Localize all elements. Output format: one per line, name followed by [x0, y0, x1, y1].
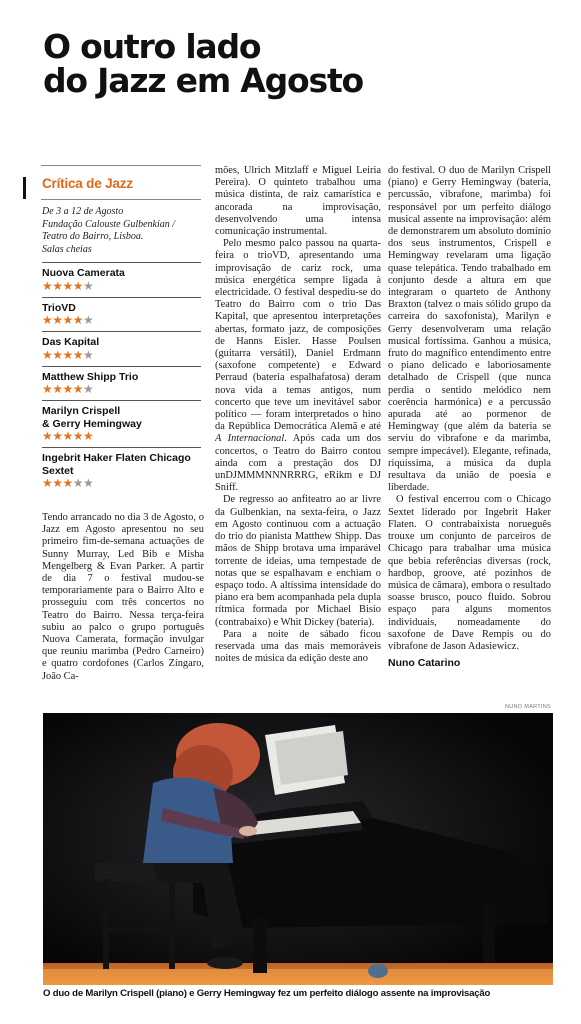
rating-item	[42, 262, 201, 297]
sidebar-top-rule	[41, 165, 201, 166]
article-text: . Após cada um dos concertos, o Teatro do Bairro contou ainda com a prestação dos DJ unDJMMMNNNRRRG, eRikm e DJ Sniff.	[215, 433, 381, 494]
rating-group-name: Marilyn Crispell	[42, 405, 121, 417]
star-rating: ★★★★★	[42, 476, 94, 490]
rating-group-name: Nuova Camerata	[42, 267, 125, 279]
article-paragraph: do festival. O duo de Marilyn Crispell (piano) e Gerry Hemingway (bateria, percussão, vibrafone, marimba) foi responsável por um perfeito diálogo musical assente na improvisação: além de demonstrarem um absoluto domínio dos seus instrumentos, Crispell e Hemingway revelaram uma ligação quase telepática. Tendo trabalhado em conjunto desde a altura em que integraram o quarteto de Anthony Braxton (talvez o mais sólido grupo da carreira do saxofonista), Marilyn e Gerry desenvolveram uma relação musical fortíssima. Ganhou a música, fruto do magnífico entendimento entre o piano delicado e laboriosamente detalhado de Crispell (que nunca perdia o sentido melódico nem coerência harmónica) e a percussão apurada até ao pormenor de Hemingway (que além da bateria se serviu do vibrafone e da marimba, sempre impecável). Elegante, refinada, riquíssima, a música da dupla resultava da união de poesia e liberdade.	[388, 165, 551, 494]
sidebar-rule	[41, 199, 201, 200]
ratings-list	[42, 262, 201, 494]
star-rating: ★★★★★	[42, 347, 94, 362]
rating-group-name: Ingebrit Haker Flaten Chicago	[42, 452, 191, 464]
rating-group-name: Das Kapital	[42, 336, 100, 348]
headline-line-2: do Jazz em Agosto	[43, 61, 364, 100]
author-byline: Nuno Catarino	[388, 657, 461, 670]
event-venue-1: Fundação Calouste Gulbenkian /	[42, 218, 176, 230]
article-paragraph: De regresso ao anfiteatro ao ar livre da Gulbenkian, na sexta-feira, o Jazz em Agosto continuou com a actuação do trio do pianista Matthew Shipp. Das mãos de Shipp brotava uma imparável torrente de ideias, uma tempestade de notas que se espalhavam e enchiam o espaço todo. A altíssima intensidade do piano era bem acompanhada pela dupla rítmica formada por Michael Bisio (contrabaixo) e Whit Dickey (bateria).	[215, 494, 381, 628]
rating-group-name: TrioVD	[42, 301, 76, 314]
section-label: Crítica de Jazz	[42, 176, 133, 191]
rating-item	[42, 297, 201, 332]
song-title: A Internacional	[215, 433, 285, 445]
photo-credit: NUNO MARTINS	[505, 704, 551, 710]
article-text: Pelo mesmo palco passou na quarta-feira o trioVD, apresentando uma improvisação de cariz rock, uma música energética sempre ligada à electricidade. O festival despediu-se do Teatro do Bairro com o trio Das Kapital, que apresentou interpretações abertas, formato jazz, de composições de Hanns Eisler. Hasse Poulsen (guitarra versátil), Daniel Erdmann (saxofone competente) e Edward Perraud (bateria espalhafatosa) deram nova vida a temas antigos, num concerto que teve um inevitável sabor político — foram interpretados o hino da República Democrática Alemã e até	[215, 238, 381, 433]
concert-photo-illustration	[43, 713, 553, 985]
article-column-2	[215, 165, 381, 665]
event-dates: De 3 a 12 de Agosto	[42, 206, 124, 217]
star-rating: ★★★★★	[42, 429, 94, 443]
event-venue-2: Teatro do Bairro, Lisboa.	[42, 231, 144, 242]
rating-item	[42, 447, 201, 494]
concert-photo	[43, 713, 553, 985]
headline	[43, 27, 463, 100]
article-paragraph	[215, 238, 381, 494]
photo-caption: O duo de Marilyn Crispell (piano) e Gerry Hemingway fez um perfeito diálogo assente na improvisação	[43, 988, 491, 999]
rating-item	[42, 331, 201, 366]
article-paragraph: mões, Ulrich Mitzlaff e Miguel Leiria Pereira). O quinteto trabalhou uma música distinta, de raiz camarística e ancorada na improvisação, desenvolvendo uma intensa comunicação instrumental.	[215, 165, 381, 238]
event-info	[42, 206, 201, 256]
rating-group-name-2: & Gerry Hemingway	[42, 417, 142, 430]
sidebar-accent-bar	[23, 177, 26, 199]
article-paragraph: Para a noite de sábado ficou reservada uma das mais memoráveis noites de música da edição deste ano	[215, 628, 381, 665]
article-paragraph: Tendo arrancado no dia 3 de Agosto, o Jazz em Agosto apresentou no seu primeiro fim-de-semana actuações de Sunny Murray, Led Bib e Misha Mengelberg & Evan Parker. A partir de dia 7 o festival mudou-se temporariamente para o Bairro Alto e prosseguiu com três concertos no Teatro do Bairro. Nessa terça-feira subiu ao palco o grupo português Nuova Camerata, formação invulgar que reuniu marimba (Pedro Carneiro) e quatro cordofones (Carlos Zíngaro, João Ca-	[42, 512, 204, 682]
review-sidebar	[23, 165, 201, 494]
rating-group-name: Matthew Shipp Trio	[42, 370, 139, 383]
article-column-3	[388, 165, 551, 669]
event-attendance: Salas cheias	[42, 243, 92, 255]
rating-group-name-2: Sextet	[42, 464, 74, 477]
article-column-1	[42, 512, 204, 683]
star-rating: ★★★★★	[42, 313, 94, 327]
star-rating: ★★★★★	[42, 278, 94, 293]
star-rating: ★★★★★	[42, 382, 94, 396]
article-paragraph: O festival encerrou com o Chicago Sextet liderado por Ingebrit Haker Flaten. O contrabaixista norueguês trouxe um conjunto de parceiros de Chicago para trabalhar uma música que bebia referências diversas (rock, hardbop, groove, até pozinhos de música de câmara), embora o resultado soasse brusco, pouco fluido. Sobrou espaço para alguns momentos individuais, nomeadamente do saxofone de Dave Rempis ou do vibrafone de Jason Adasiewicz.	[388, 494, 551, 652]
rating-item	[42, 400, 201, 447]
rating-item	[42, 366, 201, 401]
headline-line-1: O outro lado	[43, 27, 261, 66]
